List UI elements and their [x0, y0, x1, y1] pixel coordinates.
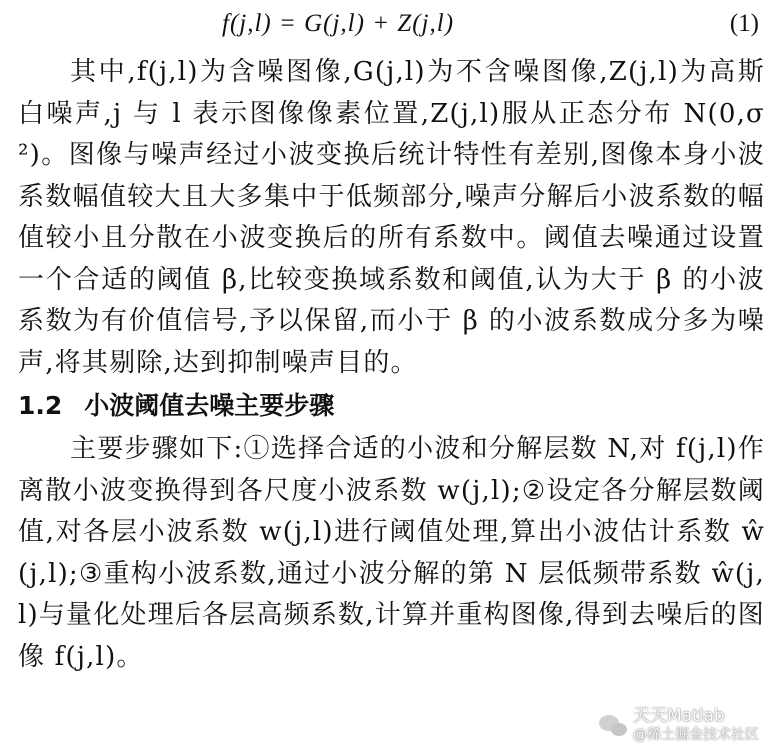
section-number: 1.2 [18, 391, 63, 420]
watermark-text [633, 707, 759, 745]
watermark-title: 天天Matlab [633, 706, 725, 726]
watermark [599, 707, 759, 745]
section-title: 小波阈值去噪主要步骤 [84, 391, 335, 420]
equation-number: (1) [729, 10, 759, 37]
watermark-subtitle: @稀土掘金技术社区 [633, 727, 759, 743]
paragraph-main-steps: 主要步骤如下:①选择合适的小波和分解层数 N,对 f(j,l)作离散小波变换得到各尺度小波系数 w(j,l);②设定各分解层数阈值,对各层小波系数 w(j,l)进行阈值处理,算出小波估计系数 ŵ(j,l);③重构小波系数,通过小波分解的第 N 层低频带系数 ŵ(j,l)与量化处理后各层高频系数,计算并重构图像,得到去噪后的图像 f(j,l)。 [18, 434, 765, 672]
section-heading [18, 384, 765, 428]
paragraph-noise-model: 其中,f(j,l)为含噪图像,G(j,l)为不含噪图像,Z(j,l)为高斯白噪声,j 与 l 表示图像像素位置,Z(j,l)服从正态分布 N(0,σ²)。图像与噪声经过小波变换后统计特性有差别,图像本身小波系数幅值较大且大多集中于低频部分,噪声分解后小波系数的幅值较小且分散在小波变换后的所有系数中。阈值去噪通过设置一个合适的阈值 β,比较变换域系数和阈值,认为大于 β 的小波系数为有价值信号,予以保留,而小于 β 的小波系数成分多为噪声,将其剔除,达到抑制噪声目的。 [18, 57, 765, 378]
wechat-logo-icon [599, 713, 629, 739]
equation-1 [18, 0, 765, 48]
equation-formula: f(j,l) = G(j,l) + Z(j,l) [222, 10, 455, 37]
